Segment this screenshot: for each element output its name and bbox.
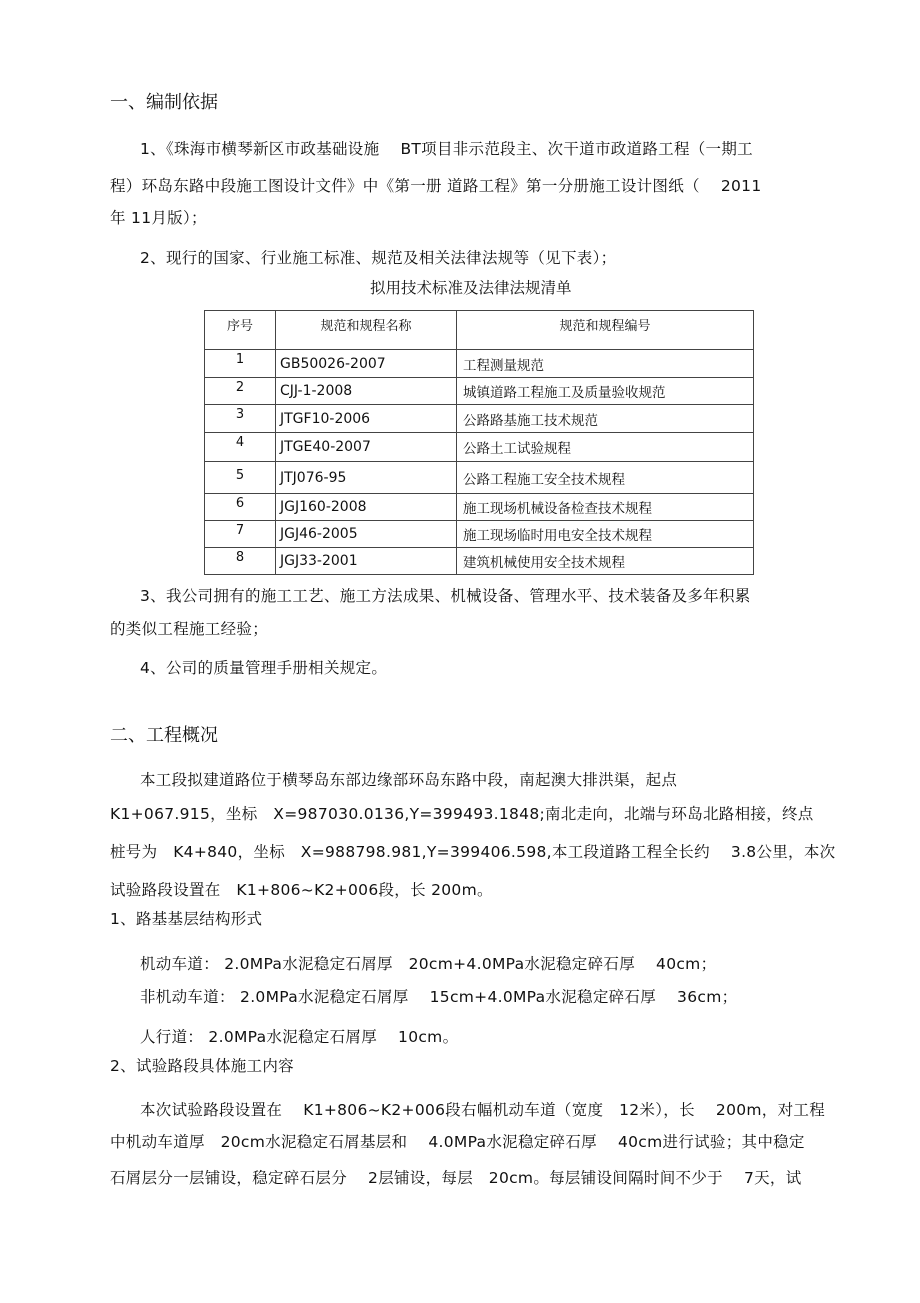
table-row	[205, 548, 754, 575]
standards-table	[204, 310, 754, 575]
basis-item-1-line-3: 年 11月版）；	[110, 209, 207, 227]
row-number: 7	[205, 521, 276, 548]
basis-item-3-line-1: 3、我公司拥有的施工工艺、施工方法成果、机械设备、管理水平、技术装备及多年积累	[140, 587, 751, 605]
basis-item-2: 2、现行的国家、行业施工标准、规范及相关法律法规等（见下表）；	[140, 249, 617, 267]
standard-code: JTGF10-2006	[276, 405, 457, 433]
standard-code: GB50026-2007	[276, 350, 457, 378]
standard-code: JGJ160-2008	[276, 494, 457, 521]
sidewalk-structure: 人行道： 2.0MPa水泥稳定石屑厚 10cm。	[140, 1028, 459, 1046]
basis-item-3-line-2: 的类似工程施工经验；	[110, 620, 269, 638]
section-2-heading: 二、工程概况	[110, 725, 218, 746]
standard-code: JTGE40-2007	[276, 433, 457, 462]
row-number: 3	[205, 405, 276, 433]
row-number: 2	[205, 378, 276, 405]
standard-name: 施工现场临时用电安全技术规程	[457, 521, 754, 548]
row-number: 6	[205, 494, 276, 521]
standard-name: 公路土工试验规程	[457, 433, 754, 462]
standard-name: 城镇道路工程施工及质量验收规范	[457, 378, 754, 405]
overview-line-2: K1+067.915，坐标 X=987030.0136,Y=399493.1848;南北走向，北端与环岛北路相接，终点	[110, 805, 814, 823]
standard-code: JGJ33-2001	[276, 548, 457, 575]
subsection-2-heading: 2、试验路段具体施工内容	[110, 1057, 294, 1075]
standard-code: JTJ076-95	[276, 462, 457, 494]
table-header-cell: 规范和规程编号	[457, 311, 754, 350]
table-row	[205, 462, 754, 494]
table-row	[205, 521, 754, 548]
standard-code: CJJ-1-2008	[276, 378, 457, 405]
table-header-row	[205, 311, 754, 350]
nonmotor-lane-structure: 非机动车道： 2.0MPa水泥稳定石屑厚 15cm+4.0MPa水泥稳定碎石厚 36cm；	[140, 988, 738, 1006]
overview-line-4: 试验路段设置在 K1+806~K2+006段，长 200m。	[110, 881, 493, 899]
basis-item-1-line-2: 程）环岛东路中段施工图设计文件》中《第一册 道路工程》第一分册施工设计图纸（ 2011	[110, 177, 762, 195]
standard-name: 公路路基施工技术规范	[457, 405, 754, 433]
table-row	[205, 494, 754, 521]
table-row	[205, 433, 754, 462]
table-row	[205, 405, 754, 433]
subsection-1-heading: 1、路基基层结构形式	[110, 910, 263, 928]
test-section-line-3: 石屑层分一层铺设，稳定碎石层分 2层铺设，每层 20cm。每层铺设间隔时间不少于 7天，试	[110, 1169, 802, 1187]
row-number: 8	[205, 548, 276, 575]
table-row	[205, 350, 754, 378]
overview-line-1: 本工段拟建道路位于横琴岛东部边缘部环岛东路中段，南起澳大排洪渠，起点	[140, 771, 678, 789]
row-number: 4	[205, 433, 276, 462]
basis-item-4: 4、公司的质量管理手册相关规定。	[140, 659, 388, 677]
standard-name: 施工现场机械设备检查技术规程	[457, 494, 754, 521]
motor-lane-structure: 机动车道： 2.0MPa水泥稳定石屑厚 20cm+4.0MPa水泥稳定碎石厚 40cm；	[140, 955, 717, 973]
standards-table-title: 拟用技术标准及法律法规清单	[370, 279, 572, 297]
test-section-line-1: 本次试验路段设置在 K1+806~K2+006段右幅机动车道（宽度 12米），长 200m，对工程	[140, 1101, 825, 1119]
section-1-heading: 一、编制依据	[110, 92, 218, 113]
overview-line-3: 桩号为 K4+840，坐标 X=988798.981,Y=399406.598,本工段道路工程全长约 3.8公里，本次	[110, 843, 836, 861]
standard-name: 工程测量规范	[457, 350, 754, 378]
basis-item-1-line-1: 1、《珠海市横琴新区市政基础设施 BT项目非示范段主、次干道市政道路工程（一期工	[140, 140, 753, 158]
row-number: 1	[205, 350, 276, 378]
row-number: 5	[205, 462, 276, 494]
test-section-line-2: 中机动车道厚 20cm水泥稳定石屑基层和 4.0MPa水泥稳定碎石厚 40cm进行试验；其中稳定	[110, 1133, 805, 1151]
standard-name: 公路工程施工安全技术规程	[457, 462, 754, 494]
table-row	[205, 378, 754, 405]
table-header-cell: 规范和规程名称	[276, 311, 457, 350]
table-header-cell: 序号	[205, 311, 276, 350]
standard-code: JGJ46-2005	[276, 521, 457, 548]
standard-name: 建筑机械使用安全技术规程	[457, 548, 754, 575]
